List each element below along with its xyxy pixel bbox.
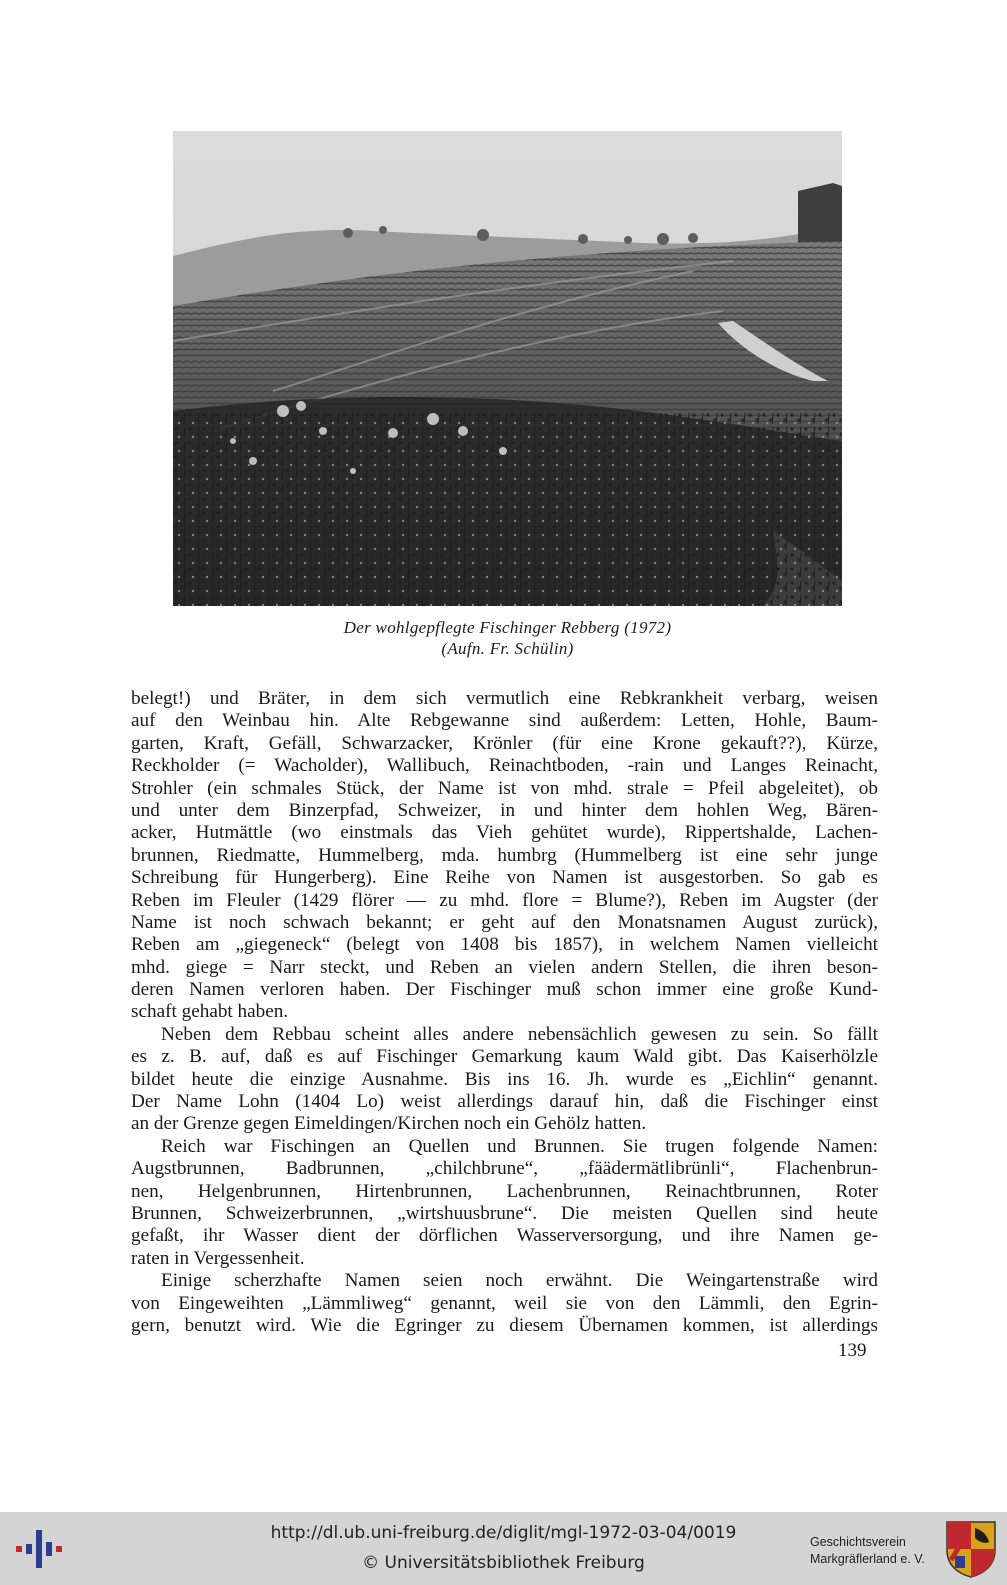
text-line: Einige scherzhafte Namen seien noch erwähnt. Die Weingartenstraße wird <box>161 1270 878 1292</box>
society-crest-icon <box>945 1520 997 1578</box>
text-line: Der Name Lohn (1404 Lo) weist allerdings darauf hin, daß die Fischinger einst <box>131 1091 878 1113</box>
text-line: Augstbrunnen, Badbrunnen, „chilchbrune“, „fäädermätlibrünli“, Flachenbrun- <box>131 1158 878 1180</box>
society-name-line1: Geschichtsverein <box>810 1535 906 1549</box>
text-line: deren Namen verloren haben. Der Fischinger muß schon immer eine große Kund- <box>131 979 878 1001</box>
text-line: mhd. giege = Narr steckt, und Reben an vielen andern Stellen, die ihren beson- <box>131 956 878 978</box>
text-line: raten in Vergessenheit. <box>131 1247 305 1269</box>
text-line: acker, Hutmättle (wo einstmals das Vieh gehütet wurde), Rippertshalde, Lachen- <box>131 822 878 844</box>
text-line: nen, Helgenbrunnen, Hirtenbrunnen, Lachenbrunnen, Reinachtbrunnen, Roter <box>131 1180 878 1202</box>
text-line: Name ist noch schwach bekannt; er geht auf den Monatsnamen August zurück), <box>131 911 878 933</box>
text-line: Reben im Fleuler (1429 flörer — zu mhd. flore = Blume?), Reben im Augster (der <box>131 889 878 911</box>
text-line: gern, benutzt wird. Wie die Egringer zu diesem Übernamen kommen, ist allerdings <box>131 1314 878 1336</box>
text-line: Brunnen, Schweizerbrunnen, „wirtshuusbrune“. Die meisten Quellen sind heute <box>131 1202 878 1224</box>
vineyard-photograph <box>173 131 842 606</box>
society-name <box>810 1534 925 1568</box>
text-line: brunnen, Riedmatte, Hummelberg, mda. humbrg (Hummelberg ist eine sehr junge <box>131 844 878 866</box>
text-line: garten, Kraft, Gefäll, Schwarzacker, Krönler (für eine Krone gekauft??), Kürze, <box>131 732 878 754</box>
text-line: Schreibung für Hungerberg). Eine Reihe von Namen ist ausgestorben. So gab es <box>131 867 878 889</box>
document-url-link[interactable]: http://dl.ub.uni-freiburg.de/diglit/mgl-1972-03-04/0019 <box>270 1523 737 1543</box>
photo-caption-title: Der wohlgepflegte Fischinger Rebberg (1972) <box>343 618 672 637</box>
body-text <box>131 688 878 1337</box>
text-line: an der Grenze gegen Eimeldingen/Kirchen noch ein Gehölz hatten. <box>131 1113 647 1135</box>
text-line: Reben am „giegeneck“ (belegt von 1408 bis 1857), in welchem Namen vielleicht <box>131 934 878 956</box>
text-line: schaft gehabt haben. <box>131 1001 289 1023</box>
vineyard-photo-image <box>173 131 842 606</box>
text-line: bildet heute die einzige Ausnahme. Bis ins 16. Jh. wurde es „Eichlin“ genannt. <box>131 1068 878 1090</box>
text-line: Reich war Fischingen an Quellen und Brunnen. Sie trugen folgende Namen: <box>161 1135 878 1157</box>
copyright-notice: © Universitätsbibliothek Freiburg <box>362 1553 645 1573</box>
text-line: gefaßt, ihr Wasser dient der dörflichen Wasserversorgung, und ihre Namen ge- <box>131 1225 878 1247</box>
text-line: auf den Weinbau hin. Alte Rebgewanne sind außerdem: Letten, Hohle, Baum- <box>131 710 878 732</box>
text-line: belegt!) und Bräter, in dem sich vermutlich eine Rebkrankheit verbarg, weisen <box>131 688 878 709</box>
text-line: Neben dem Rebbau scheint alles andere nebensächlich gewesen zu sein. So fällt <box>161 1023 878 1045</box>
page-number: 139 <box>838 1340 867 1361</box>
text-line: Reckholder (= Wacholder), Wallibuch, Reinachtboden, -rain und Langes Reinacht, <box>131 755 878 777</box>
text-line: und unter dem Binzerpfad, Schweizer, in und hinter dem hohlen Weg, Bären- <box>131 799 878 821</box>
text-line: von Eingeweihten „Lämmliweg“ genannt, weil sie von den Lämmli, den Egrin- <box>131 1292 878 1314</box>
text-line: Strohler (ein schmales Stück, der Name ist von mhd. strale = Pfeil abgeleitet), ob <box>131 777 878 799</box>
photo-caption-credit: (Aufn. Fr. Schülin) <box>441 639 574 658</box>
society-name-line2: Markgräflerland e. V. <box>810 1552 925 1566</box>
footer-bar <box>0 1512 1007 1585</box>
text-line: es z. B. auf, daß es auf Fischinger Gemarkung kaum Wald gibt. Das Kaiserhölzle <box>131 1046 878 1068</box>
